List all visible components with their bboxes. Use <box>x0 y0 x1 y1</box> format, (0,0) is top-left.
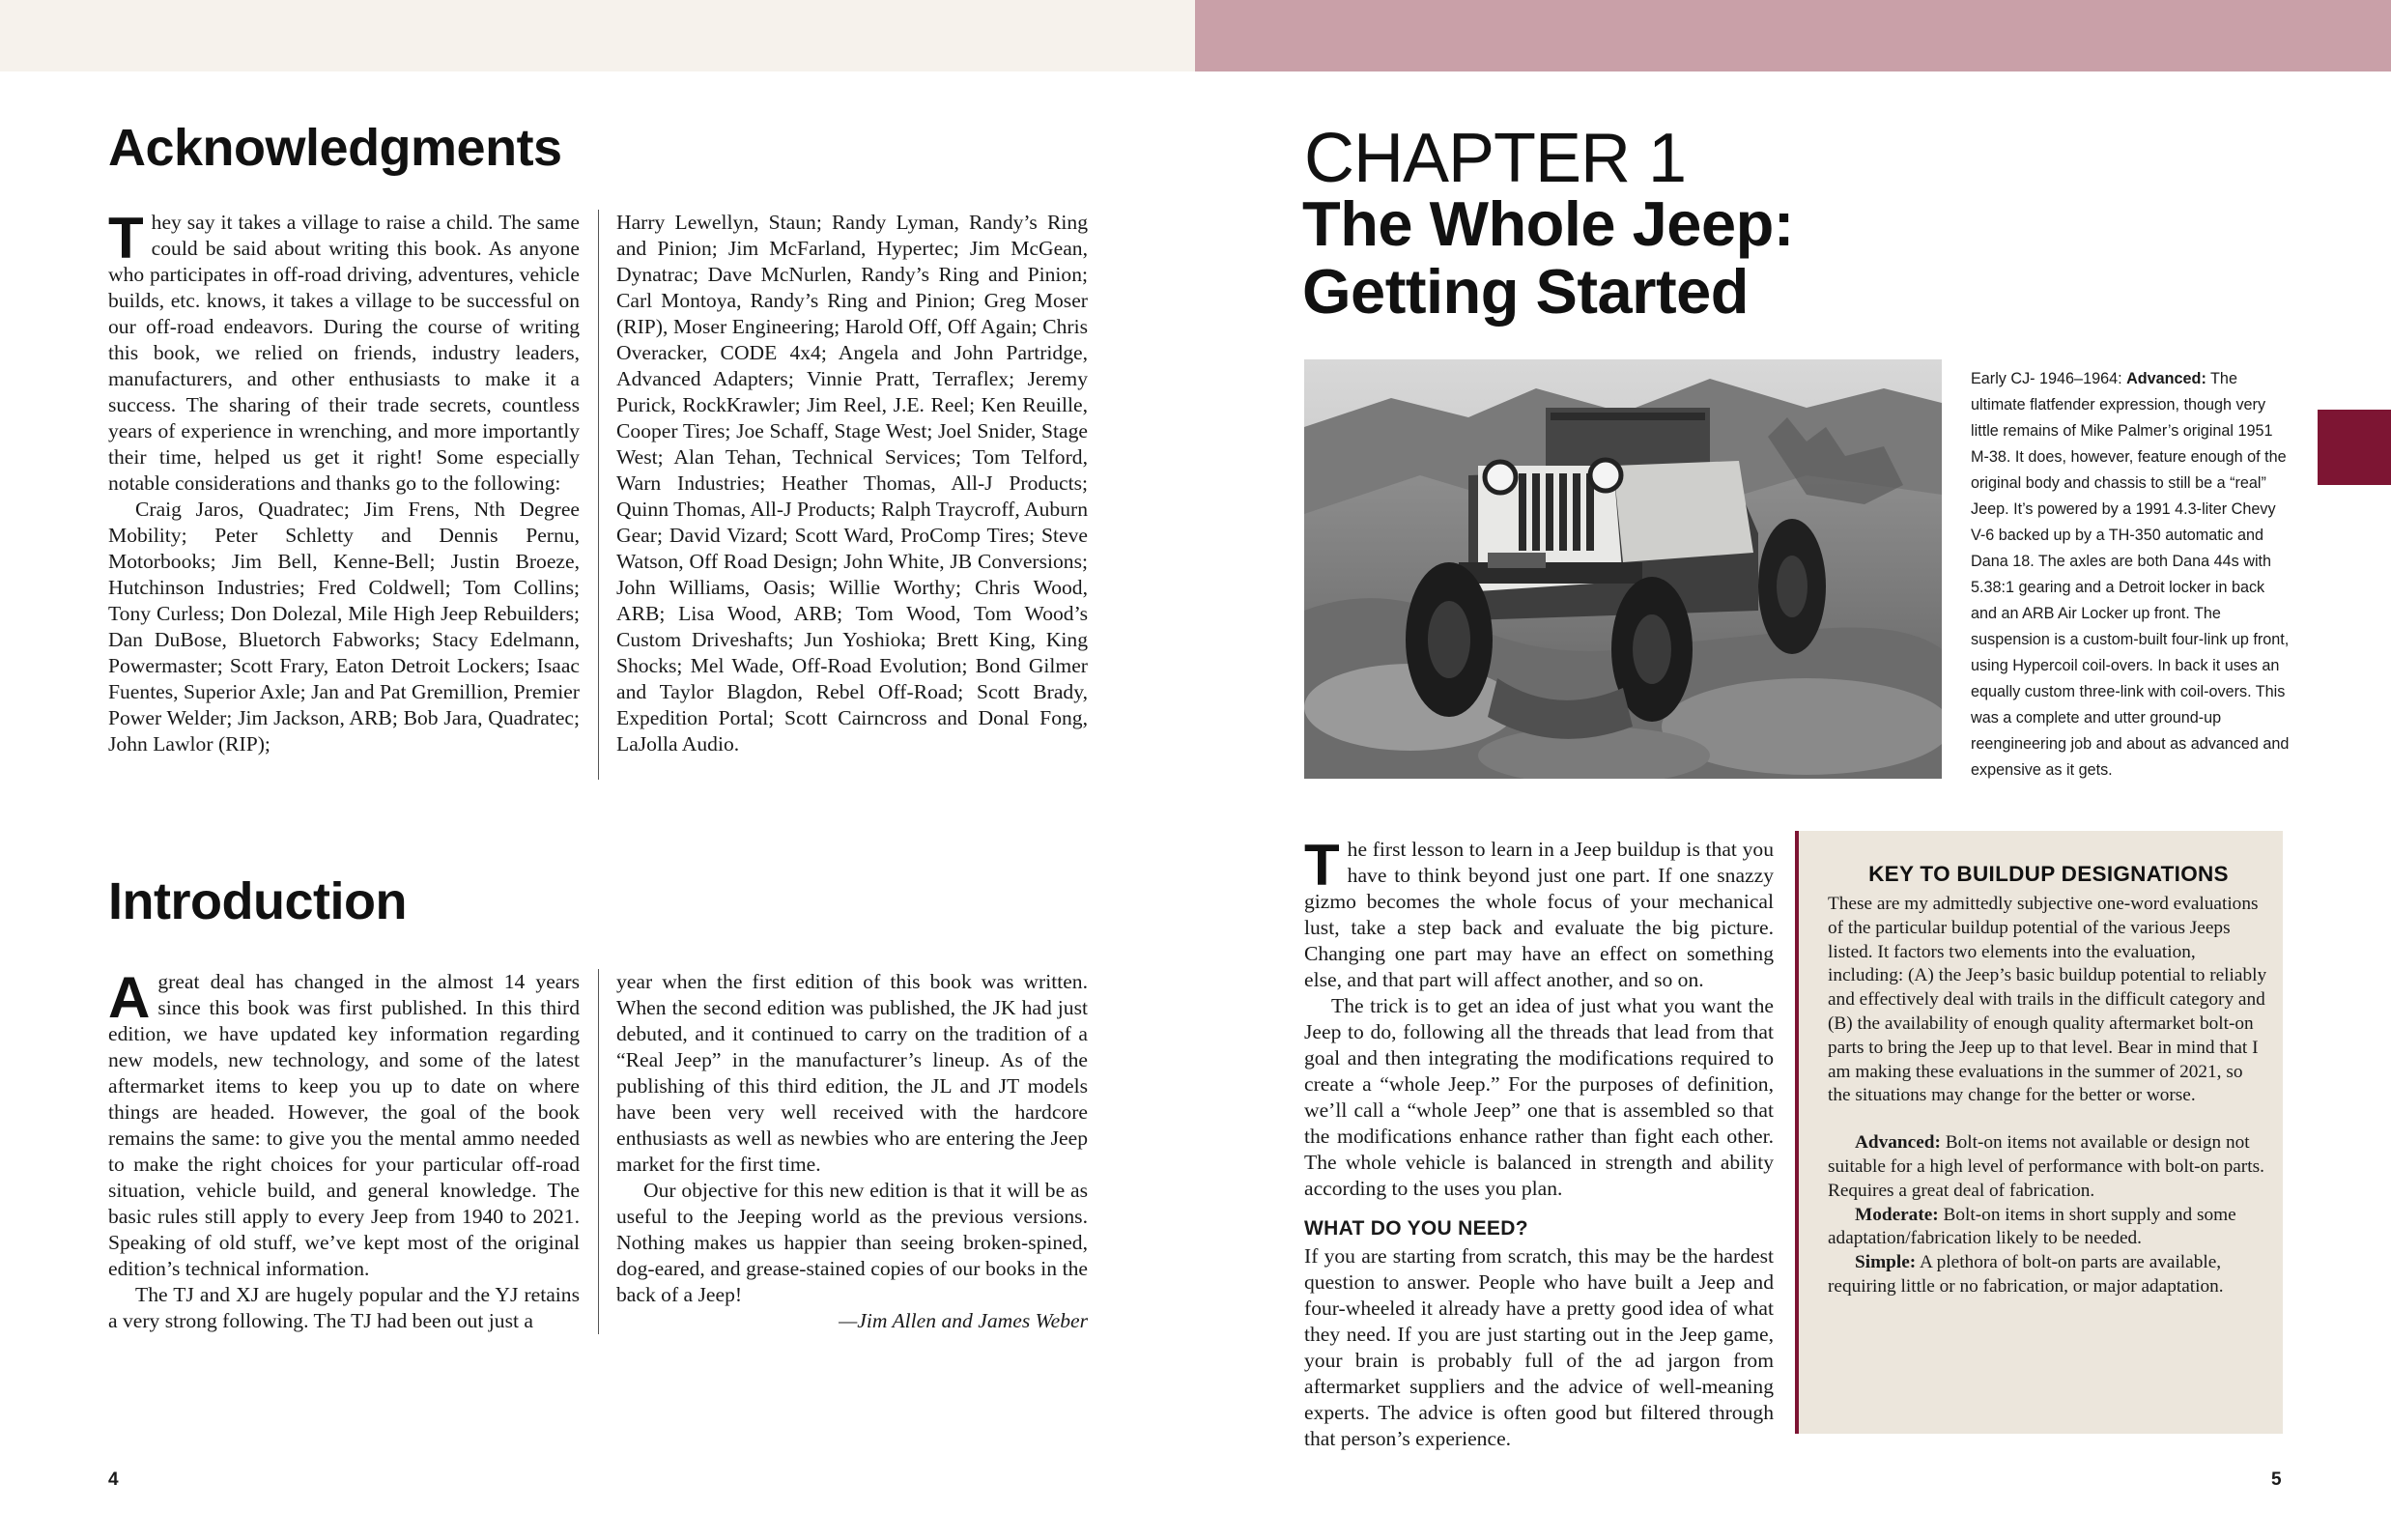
acknowledgments-column-rule <box>598 210 599 780</box>
chapter-body-column <box>1304 833 1774 1452</box>
key-box-advanced <box>1828 1131 2269 1203</box>
chapter-paragraph-1 <box>1304 833 1774 993</box>
acknowledgments-dropcap: T <box>108 206 144 271</box>
key-box-simple-text: A plethora of bolt-on parts are available, requiring little or no fabrication, or major adaptation. <box>1828 1252 2224 1297</box>
page-number-right: 5 <box>2271 1469 2282 1490</box>
jeep-photo <box>1304 359 1942 779</box>
key-box-title: KEY TO BUILDUP DESIGNATIONS <box>1868 862 2229 886</box>
chapter-title <box>1302 190 1794 326</box>
key-box-advanced-label: Advanced: <box>1855 1132 1941 1154</box>
chapter-paragraph-2: The trick is to get an idea of just what you want the Jeep to do, following all the threads that lead from that goal and then integrating the modifications required to create a “whole Jeep.” For the purposes of definition, we’ll call a “whole Jeep” one that is assembled so that the modifications enhance rather than fight each other. The whole vehicle is balanced in strength and ability according to the uses you plan. <box>1304 994 1774 1200</box>
introduction-paragraph-4: Our objective for this new edition is that it will be as useful to the Jeeping world as the previous versions. Nothing makes us happier than seeing broken-spined, dog-eared, and grease-stained copies of our books in the back of a Jeep! <box>616 1179 1088 1306</box>
chapter-paragraph-1-text: he first lesson to learn in a Jeep buildup is that you have to think beyond just one part. If one snazzy gizmo becomes the whole focus of your mechanical lust, take a step back and evaluate the big picture. Changing one part may have an effect on something else, and that part will affect another, and so on. <box>1304 838 1774 991</box>
acknowledgments-paragraph-2: Craig Jaros, Quadratec; Jim Frens, Nth Degree Mobility; Peter Schletty and Dennis Pernu, Motorbooks; Jim Bell, Kenne-Bell; Justin Broeze, Hutchinson Industries; Fred Coldwell; Tom Collins; Tony Curless; Don Dolezal, Mile High Jeep Rebuilders; Dan DuBose, Bluetorch Fabworks; Stacy Edelmann, Powermaster; Scott Frary, Eaton Detroit Lockers; Isaac Fuentes, Superior Axle; Jan and Pat Gremillion, Premier Power Welder; Jim Jackson, ARB; Bob Jara, Quadratec; John Lawlor (RIP); <box>108 498 580 756</box>
introduction-column-2 <box>616 969 1088 1334</box>
photo-caption <box>1971 366 2290 784</box>
introduction-title: Introduction <box>108 872 407 930</box>
introduction-paragraph-1-text: great deal has changed in the almost 14 years since this book was first published. In this third edition, we have updated key information regarding new models, new technology, and some of the latest aftermarket items to keep you up to date on where things are headed. However, the goal of the book remains the same: to give you the mental ammo needed to make the right choices for your particular off-road situation, vehicle build, and general knowledge. The basic rules still apply to every Jeep from 1940 to 2021. Speaking of old stuff, we’ve kept most of the original edition’s technical information. <box>108 970 580 1280</box>
introduction-paragraph-1 <box>108 965 580 1282</box>
chapter-title-line-1: The Whole Jeep: <box>1302 188 1794 259</box>
acknowledgments-column-1 <box>108 206 580 757</box>
photo-caption-text: The ultimate flatfender expression, though very little remains of Mike Palmer’s original 1951 M-38. It does, however, feature enough of the original body and chassis to still be a “real” Jeep. It’s powered by a 1991 4.3-liter Chevy V-6 backed up by a TH-350 automatic and Dana 18. The axles are both Dana 44s with 5.38:1 gearing and a Detroit locker in back and an ARB Air Locker up front. The suspension is a custom-built four-link up front, using Hypercoil coil-overs. In back it uses an equally custom three-link with coil-overs. This was a complete and utter ground-up reengineering job and about as advanced and expensive as it gets. <box>1971 370 2290 779</box>
acknowledgments-paragraph-1 <box>108 206 580 497</box>
key-box-simple-label: Simple: <box>1855 1252 1917 1273</box>
key-to-buildup-designations-box <box>1795 831 2283 1434</box>
chapter-paragraph-3: If you are starting from scratch, this may be the hardest question to answer. People who have built a Jeep and four-wheeled it already have a pretty good idea of what they need. If you are just starting out in the Jeep game, your brain is probably full of the ad jargon from aftermarket suppliers and the advice of well-meaning experts. The advice is often good but filtered through that person’s experience. <box>1304 1244 1774 1450</box>
introduction-paragraph-2: The TJ and XJ are hugely popular and the YJ retains a very strong following. The TJ had been out just a <box>108 1283 580 1332</box>
key-box-advanced-text: Bolt-on items not available or design not suitable for a high level of performance with bolt-on parts. Requires a great deal of fabrication. <box>1828 1132 2264 1201</box>
what-do-you-need-heading: WHAT DO YOU NEED? <box>1304 1217 1528 1240</box>
acknowledgments-title: Acknowledgments <box>108 119 562 177</box>
acknowledgments-paragraph-3: Harry Lewellyn, Staun; Randy Lyman, Randy’s Ring and Pinion; Jim McFarland, Hypertec; Jim McGean, Dynatrac; Dave McNurlen, Randy’s Ring and Pinion; Carl Montoya, Randy’s Ring and Pinion; Greg Moser (RIP), Moser Engineering; Harold Off, Off Again; Chris Overacker, CODE 4x4; Angela and John Partridge, Advanced Adapters; Vinnie Pratt, Terraflex; Jeremy Purick, RockKrawler; Jim Reel, J.E. Reel; Ken Reuille, Cooper Tires; Joe Schaff, Stage West; Joel Snider, Stage West; Alan Tehan, Technical Services; Tom Telford, Warn Industries; Heather Thomas, All-J Products; Quinn Thomas, All-J Products; Ralph Traycroff, Auburn Gear; David Vizard; Scott Ward, ProComp Tires; Steve Watson, Off Road Design; John White, JB Conversions; John Williams, Oasis; Willie Worthy; Chris Wood, ARB; Lisa Wood, ARB; Tom Wood, Tom Wood’s Custom Driveshafts; Jun Yoshioka; Brett King, King Shocks; Mel Wade, Off-Road Evolution; Bond Gilmer and Taylor Blagdon, Rebel Off-Road; Scott Brady, Expedition Portal; Scott Cairncross and Donal Fong, LaJolla Audio. <box>616 211 1088 756</box>
key-box-simple <box>1828 1251 2269 1299</box>
acknowledgments-column-2 <box>616 210 1088 757</box>
key-box-intro: These are my admittedly subjective one-word evaluations of the particular buildup potential of the various Jeeps listed. It factors two elements into the evaluation, including: (A) the Jeep’s basic buildup potential to reliably and effectively deal with trails in the difficult category and (B) the availability of enough quality aftermarket bolt-on parts to bring the Jeep up to that level. Bear in mind that I am making these evaluations in the summer of 2021, so the situations may change for the better or worse. <box>1828 894 2267 1106</box>
chapter-dropcap: T <box>1304 833 1340 898</box>
key-box-moderate-text: Bolt-on items in short supply and some adaptation/fabrication likely to be needed. <box>1828 1204 2236 1249</box>
jeep-photo-illustration <box>1304 359 1942 779</box>
introduction-column-rule <box>598 969 599 1334</box>
introduction-signature: —Jim Allen and James Weber <box>839 1309 1088 1332</box>
chapter-side-tab <box>2318 410 2391 485</box>
acknowledgments-paragraph-1-text: hey say it takes a village to raise a child. The same could be said about writing this book. As anyone who participates in off-road driving, adventures, vehicle builds, etc. knows, it takes a village to be successful on our off-road endeavors. During the course of writing this book, we relied on friends, industry leaders, manufacturers, and other enthusiasts to make it a success. The sharing of their trade secrets, countless years of experience in wrenching, and more importantly their time, helped us get it right! Some especially notable considerations and thanks go to the following: <box>108 211 580 495</box>
introduction-paragraph-3: year when the first edition of this book was written. When the second edition was published, the JK had just debuted, and it continued to carry on the tradition of a “Real Jeep” in the manufacturer’s lineup. As of the publishing of this third edition, the JL and JT models have been very well received with the hardcore enthusiasts as well as newbies who are entering the Jeep market for the first time. <box>616 970 1088 1176</box>
photo-caption-lead: Early CJ- 1946–1964: <box>1971 370 2127 387</box>
key-box-spacer <box>1828 1108 2269 1131</box>
right-header-band <box>1195 0 2391 71</box>
key-box-moderate <box>1828 1204 2269 1252</box>
introduction-dropcap: A <box>108 965 151 1030</box>
left-header-band <box>0 0 1195 71</box>
page-number-left: 4 <box>108 1469 119 1490</box>
introduction-column-1 <box>108 965 580 1334</box>
chapter-label: CHAPTER 1 <box>1304 120 1687 197</box>
chapter-title-line-2: Getting Started <box>1302 256 1749 327</box>
key-box-moderate-label: Moderate: <box>1855 1204 1939 1225</box>
photo-caption-bold: Advanced: <box>2126 370 2206 387</box>
